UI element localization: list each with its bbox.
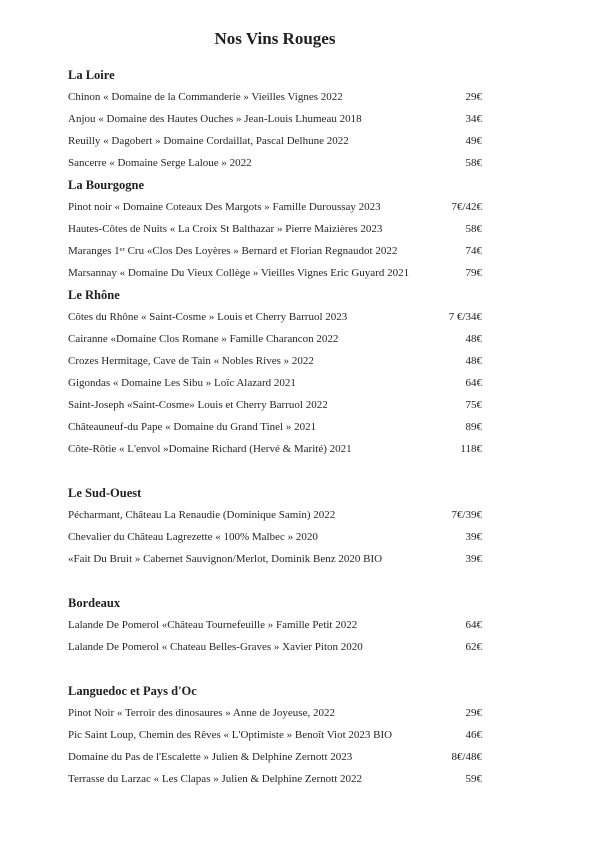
wine-name: Reuilly « Dagobert » Domaine Cordaillat, Pascal Delhune 2022 <box>68 135 349 147</box>
section-header: Le Rhône <box>68 288 120 302</box>
wine-name: Pinot Noir « Terroir des dinosaures » Anne de Joyeuse, 2022 <box>68 707 335 719</box>
wine-name: Terrasse du Larzac « Les Clapas » Julien & Delphine Zernott 2022 <box>68 773 362 785</box>
wine-price: 49€ <box>465 135 482 147</box>
page-title: Nos Vins Rouges <box>214 29 336 48</box>
wine-section <box>68 174 482 284</box>
wine-row <box>68 394 482 416</box>
wine-name: Châteauneuf-du Pape « Domaine du Grand Tinel » 2021 <box>68 421 317 433</box>
wine-row <box>68 438 482 460</box>
section-header: Bordeaux <box>68 596 121 610</box>
section-items <box>68 504 482 570</box>
wine-name: Pinot noir « Domaine Coteaux Des Margots » Famille Duroussay 2023 <box>68 201 381 213</box>
wine-price: 46€ <box>465 729 482 741</box>
wine-row <box>68 152 482 174</box>
wine-price: 39€ <box>465 553 482 565</box>
section-header: La Loire <box>68 68 115 82</box>
wine-row <box>68 262 482 284</box>
wine-price: 79€ <box>465 267 482 279</box>
wine-name: Gigondas « Domaine Les Sibu » Loïc Alazard 2021 <box>68 377 296 389</box>
wine-row <box>68 636 482 658</box>
wine-name: Sancerre « Domaine Serge Laloue » 2022 <box>68 157 252 169</box>
wine-row <box>68 196 482 218</box>
wine-row <box>68 504 482 526</box>
section-header: Languedoc et Pays d'Oc <box>68 684 197 698</box>
wine-row <box>68 746 482 768</box>
wine-name: Chinon « Domaine de la Commanderie » Vieilles Vignes 2022 <box>68 91 343 103</box>
section-header: Le Sud-Ouest <box>68 486 142 500</box>
wine-name: Cairanne «Domaine Clos Romane » Famille Charancon 2022 <box>68 333 339 345</box>
wine-price: 89€ <box>465 421 482 433</box>
wine-price: 118€ <box>460 443 482 455</box>
section-items <box>68 614 482 658</box>
wine-row <box>68 768 482 790</box>
section-items <box>68 86 482 174</box>
wine-section <box>68 680 482 790</box>
wine-price: 58€ <box>465 223 482 235</box>
wine-price: 75€ <box>465 399 482 411</box>
wine-price: 59€ <box>465 773 482 785</box>
section-items <box>68 306 482 460</box>
wine-name: «Fait Du Bruit » Cabernet Sauvignon/Merlot, Dominik Benz 2020 BIO <box>68 553 383 565</box>
wine-section <box>68 64 482 174</box>
wine-row <box>68 306 482 328</box>
wine-price: 48€ <box>465 355 482 367</box>
section-items <box>68 196 482 284</box>
wine-price: 58€ <box>465 157 482 169</box>
wine-row <box>68 130 482 152</box>
wine-price: 7€/42€ <box>451 201 482 213</box>
wine-section <box>68 284 482 460</box>
wine-row <box>68 548 482 570</box>
wine-row <box>68 240 482 262</box>
wine-row <box>68 724 482 746</box>
wine-row <box>68 350 482 372</box>
wine-price: 64€ <box>465 377 482 389</box>
wine-row <box>68 416 482 438</box>
wine-name: Chevalier du Château Lagrezette « 100% Malbec » 2020 <box>68 531 318 543</box>
wine-price: 7€/39€ <box>451 509 482 521</box>
wine-price: 29€ <box>465 707 482 719</box>
section-header: La Bourgogne <box>68 178 145 192</box>
wine-row <box>68 614 482 636</box>
wine-row <box>68 372 482 394</box>
wine-name: Saint-Joseph «Saint-Cosme» Louis et Cherry Barruol 2022 <box>68 399 328 411</box>
wine-price: 29€ <box>465 91 482 103</box>
wine-price: 74€ <box>465 245 482 257</box>
wine-name: Marsannay « Domaine Du Vieux Collège » Vieilles Vignes Eric Guyard 2021 <box>68 267 410 279</box>
wine-row <box>68 526 482 548</box>
wine-name: Domaine du Pas de l'Escalette » Julien & Delphine Zernott 2023 <box>68 751 353 763</box>
wine-name: Crozes Hermitage, Cave de Tain « Nobles Rives » 2022 <box>68 355 314 367</box>
wine-name: Anjou « Domaine des Hautes Ouches » Jean-Louis Lhumeau 2018 <box>68 113 362 125</box>
wine-row <box>68 86 482 108</box>
wine-name: Maranges 1ᵉʳ Cru «Clos Des Loyères » Bernard et Florian Regnaudot 2022 <box>68 245 398 257</box>
section-items <box>68 702 482 790</box>
wine-row <box>68 108 482 130</box>
wine-name: Lalande De Pomerol « Chateau Belles-Graves » Xavier Piton 2020 <box>68 641 363 653</box>
wine-price: 7 €/34€ <box>448 311 482 323</box>
wine-price: 64€ <box>465 619 482 631</box>
wine-section <box>68 592 482 658</box>
wine-sections <box>68 64 482 790</box>
wine-section <box>68 482 482 570</box>
wine-name: Côte-Rôtie « L'envol »Domaine Richard (Hervé & Marité) 2021 <box>68 443 352 455</box>
wine-row <box>68 328 482 350</box>
wine-price: 34€ <box>465 113 482 125</box>
wine-name: Côtes du Rhône « Saint-Cosme » Louis et Cherry Barruol 2023 <box>68 311 348 323</box>
wine-row <box>68 702 482 724</box>
wine-name: Pécharmant, Château La Renaudie (Dominique Samin) 2022 <box>68 509 336 521</box>
wine-name: Hautes-Côtes de Nuits « La Croix St Balthazar » Pierre Maizières 2023 <box>68 223 383 235</box>
wine-name: Lalande De Pomerol «Château Tournefeuille » Famille Petit 2022 <box>68 619 358 631</box>
wine-name: Pic Saint Loup, Chemin des Rêves « L'Optimiste » Benoît Viot 2023 BIO <box>68 729 393 741</box>
wine-price: 48€ <box>465 333 482 345</box>
wine-price: 62€ <box>465 641 482 653</box>
wine-price: 39€ <box>465 531 482 543</box>
wine-price: 8€/48€ <box>451 751 482 763</box>
wine-row <box>68 218 482 240</box>
